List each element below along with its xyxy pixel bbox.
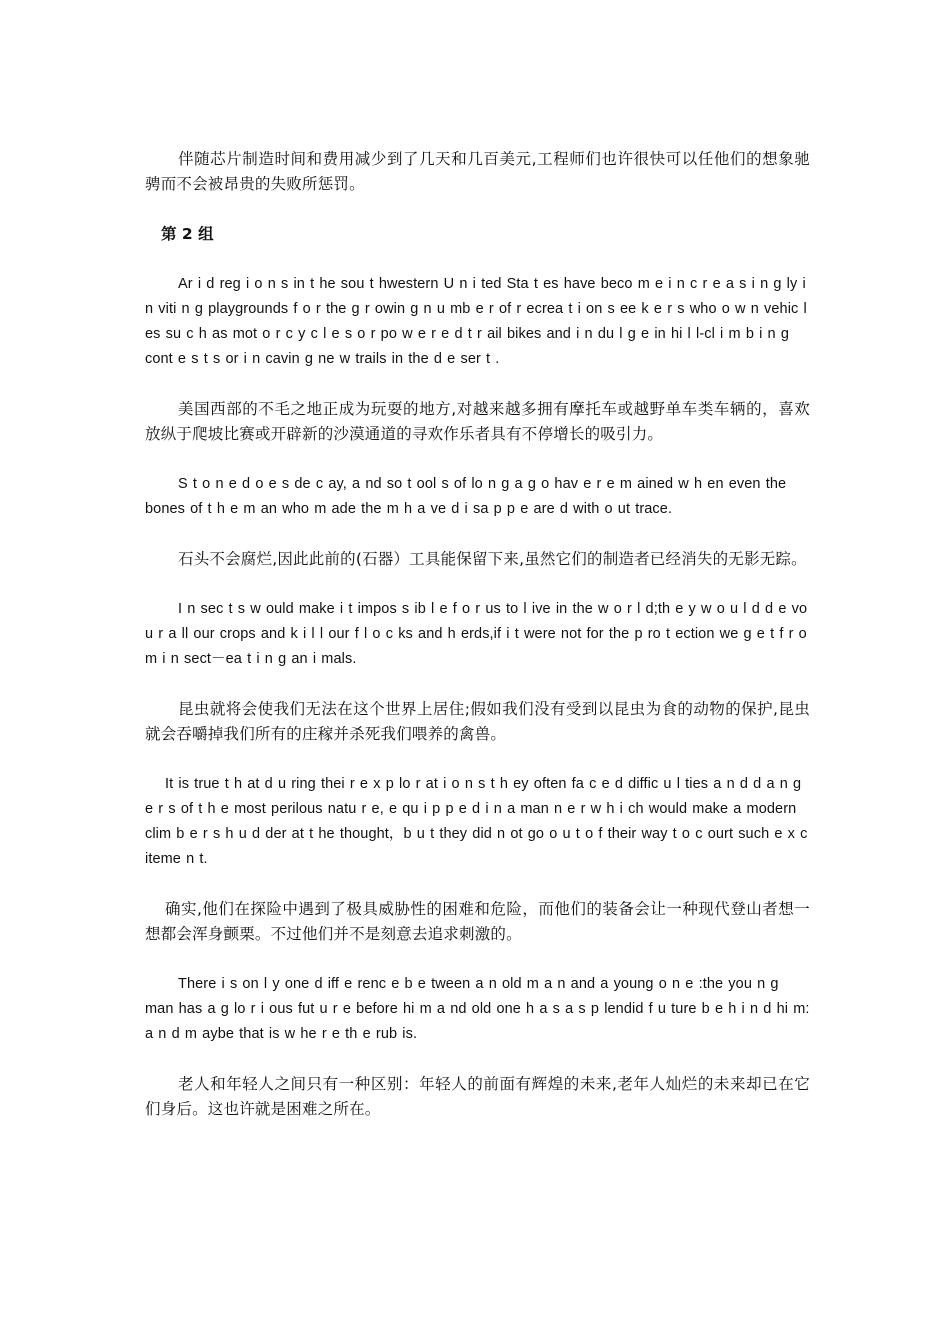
paragraph-english-4: I n sec t s w ould make i t impos s ib l e f o r us to l ive in the w o r l d;th e y w o u l d d e vo u r a ll our crops and k i l l our f l o c ks and h erds,if i t were not for the p ro t ection we g e t f r o m i n sect－ea t i n g an i mals. [145,601,808,667]
paragraph-english-6: There i s on l y one d iff e renc e b e tween a n old m a n and a young o n e :the you n g man has a g lo r i ous fut u r e before hi m a nd old one h a s a s p lendid f u ture b e h i n d hi m: a n d m aybe that is w he r e th e rub is. [145,976,810,1042]
paragraph-chinese-3: 石头不会腐烂,因此此前的(石器）工具能保留下来,虽然它们的制造者已经消失的无影无踪。 [178,550,807,568]
spacer [145,747,810,772]
spacer [145,872,810,897]
spacer [145,672,810,697]
paragraph-chinese-4: 昆虫就将会使我们无法在这个世界上居住;假如我们没有受到以昆虫为食的动物的保护,昆虫就会吞嚼掉我们所有的庄稼并杀死我们喂养的禽兽。 [145,700,810,743]
spacer [145,447,810,472]
spacer [145,247,810,272]
spacer [145,372,810,397]
paragraph-english-3: S t o n e d o e s de c ay, a nd so t ool s of lo n g a g o hav e r e m ained w h en even the bones of t h e m an who m ade the m h a ve d i sa p p e are d with o ut trace. [145,476,787,517]
spacer [145,572,810,597]
spacer [145,947,810,972]
paragraph-english-2: Ar i d reg i o n s in t he sou t hwestern U n i ted Sta t es have beco m e i n c r e a s i n g ly i n viti n g playgrounds f o r the g r owin g n u mb e r of r ecrea t i on s ee k e r s who o w n vehic l es su c h as mot o r c y c l e s o r po w e r e d t r ail bikes and i n du l g e in hi l l-cl i m b i n g cont e s t s or i n cavin g ne w trails in the d e ser t . [145,276,807,367]
document-page [145,147,810,1122]
paragraph-chinese-1: 伴随芯片制造时间和费用减少到了几天和几百美元,工程师们也许很快可以任他们的想象驰骋而不会被昂贵的失败所惩罚。 [145,150,810,193]
spacer [145,197,810,222]
paragraph-chinese-2: 美国西部的不毛之地正成为玩耍的地方,对越来越多拥有摩托车或越野单车类车辆的，喜欢放纵于爬坡比赛或开辟新的沙漠通道的寻欢作乐者具有不停增长的吸引力。 [145,400,810,443]
paragraph-chinese-6: 老人和年轻人之间只有一种区别：年轻人的前面有辉煌的未来,老年人灿烂的未来却已在它们身后。这也许就是困难之所在。 [145,1075,810,1118]
spacer [145,522,810,547]
paragraph-english-5: It is true t h at d u ring thei r e x p lo r at i o n s t h ey often fa c e d diffic u l ties a n d d a n g e r s of t h e most perilous natu r e, e qu i p p e d i n a man n e r w h i ch would make a modern clim b e r s h u d der at t he thought，b u t they did n ot go o u t o f their way t o c ourt such e x c iteme n t. [145,776,808,867]
group-heading: 第 2 组 [161,225,214,243]
paragraph-chinese-5: 确实,他们在探险中遇到了极具威胁性的困难和危险，而他们的装备会让一种现代登山者想一想都会浑身颤栗。不过他们并不是刻意去追求刺激的。 [145,900,810,943]
spacer [145,1047,810,1072]
